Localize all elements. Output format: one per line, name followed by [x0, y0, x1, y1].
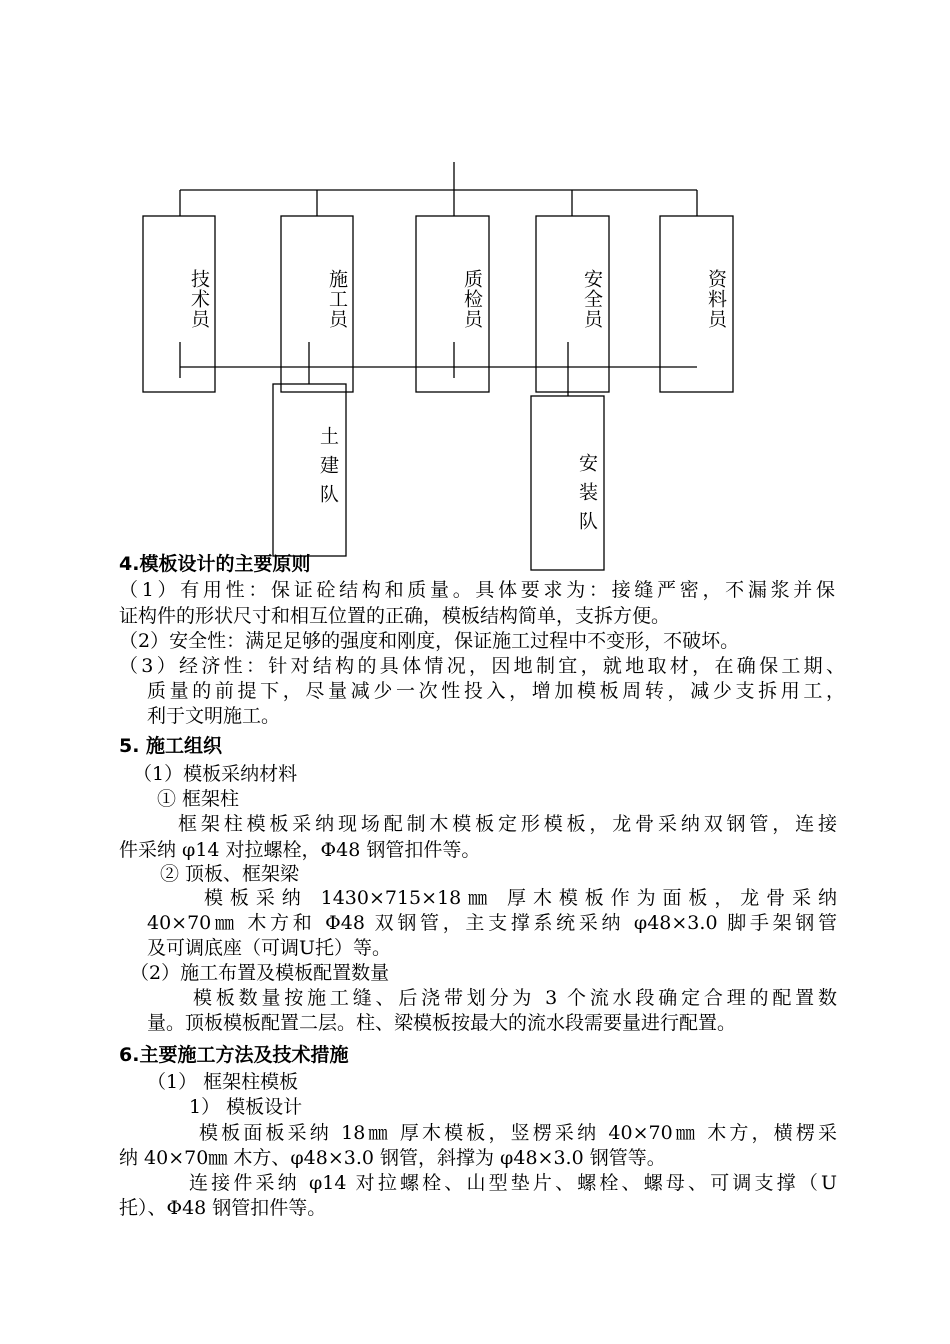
team-label-civil: 土建队 — [317, 426, 339, 513]
s5-item-1-line-b: 件采纳 φ14 对拉螺栓，Φ48 钢管扣件等。 — [119, 839, 481, 861]
staff-label-safety: 安全员 — [581, 269, 603, 329]
s5-item-1-line-a: 框架柱模板采纳现场配制木模板定形模板，龙骨采纳双钢管，连接 — [178, 813, 837, 835]
s5-item-2-line-a: 模板采纳 1430×715×18㎜ 厚木模板作为面板，龙骨采纳 — [204, 887, 837, 909]
s5-item-2-line-c: 及可调底座（可调U托）等。 — [147, 937, 392, 959]
s4-para-3a: （3）经济性：针对结构的具体情况，因地制宜，就地取材，在确保工期、 — [119, 655, 845, 677]
team-label-install: 安装队 — [576, 453, 598, 540]
s5-item-2: ② 顶板、框架梁 — [160, 863, 300, 885]
org-chart — [0, 0, 950, 580]
section-5-heading: 5. 施工组织 — [119, 735, 223, 757]
s6-sub-1-1: 1） 模板设计 — [189, 1096, 303, 1118]
s6-sub-1: （1） 框架柱模板 — [147, 1071, 299, 1093]
s6-para-d: 托）、Φ48 钢管扣件等。 — [119, 1197, 327, 1219]
staff-label-quality: 质检员 — [461, 269, 483, 329]
section-6-heading: 6.主要施工方法及技术措施 — [119, 1044, 349, 1066]
s5-sub-2-line-b: 量。顶板模板配置二层。柱、梁模板按最大的流水段需要量进行配置。 — [147, 1012, 737, 1034]
s5-sub-2: （2）施工布置及模板配置数量 — [130, 962, 390, 984]
staff-label-tech: 技术员 — [188, 269, 210, 329]
s4-para-1a: （1）有用性：保证砼结构和质量。具体要求为：接缝严密，不漏浆并保 — [119, 579, 835, 601]
staff-label-records: 资料员 — [705, 269, 727, 329]
s6-para-c: 连接件采纳 φ14 对拉螺栓、山型垫片、螺栓、螺母、可调支撑（U — [189, 1172, 837, 1194]
s4-para-3c: 利于文明施工。 — [147, 705, 281, 727]
staff-label-construction: 施工员 — [326, 269, 348, 329]
s4-para-2: （2）安全性：满足足够的强度和刚度，保证施工过程中不变形，不破坏。 — [119, 630, 740, 652]
s4-para-1b: 证构件的形状尺寸和相互位置的正确，模板结构简单，支拆方便。 — [119, 605, 671, 627]
s5-item-2-line-b: 40×70㎜ 木方和 Φ48 双钢管，主支撑系统采纳 φ48×3.0 脚手架钢管 — [147, 912, 837, 934]
s6-para-b: 纳 40×70㎜ 木方、φ48×3.0 钢管，斜撑为 φ48×3.0 钢管等。 — [119, 1147, 666, 1169]
s5-sub-2-line-a: 模板数量按施工缝、后浇带划分为 3 个流水段确定合理的配置数 — [193, 987, 837, 1009]
s5-item-1: ① 框架柱 — [157, 788, 240, 810]
s4-para-3b: 质量的前提下，尽量减少一次性投入，增加模板周转，减少支拆用工， — [147, 680, 845, 702]
s6-para-a: 模板面板采纳 18㎜ 厚木模板，竖楞采纳 40×70㎜ 木方，横楞采 — [199, 1122, 837, 1144]
s5-sub-1: （1）模板采纳材料 — [133, 763, 298, 785]
section-4-heading: 4.模板设计的主要原则 — [119, 553, 311, 575]
